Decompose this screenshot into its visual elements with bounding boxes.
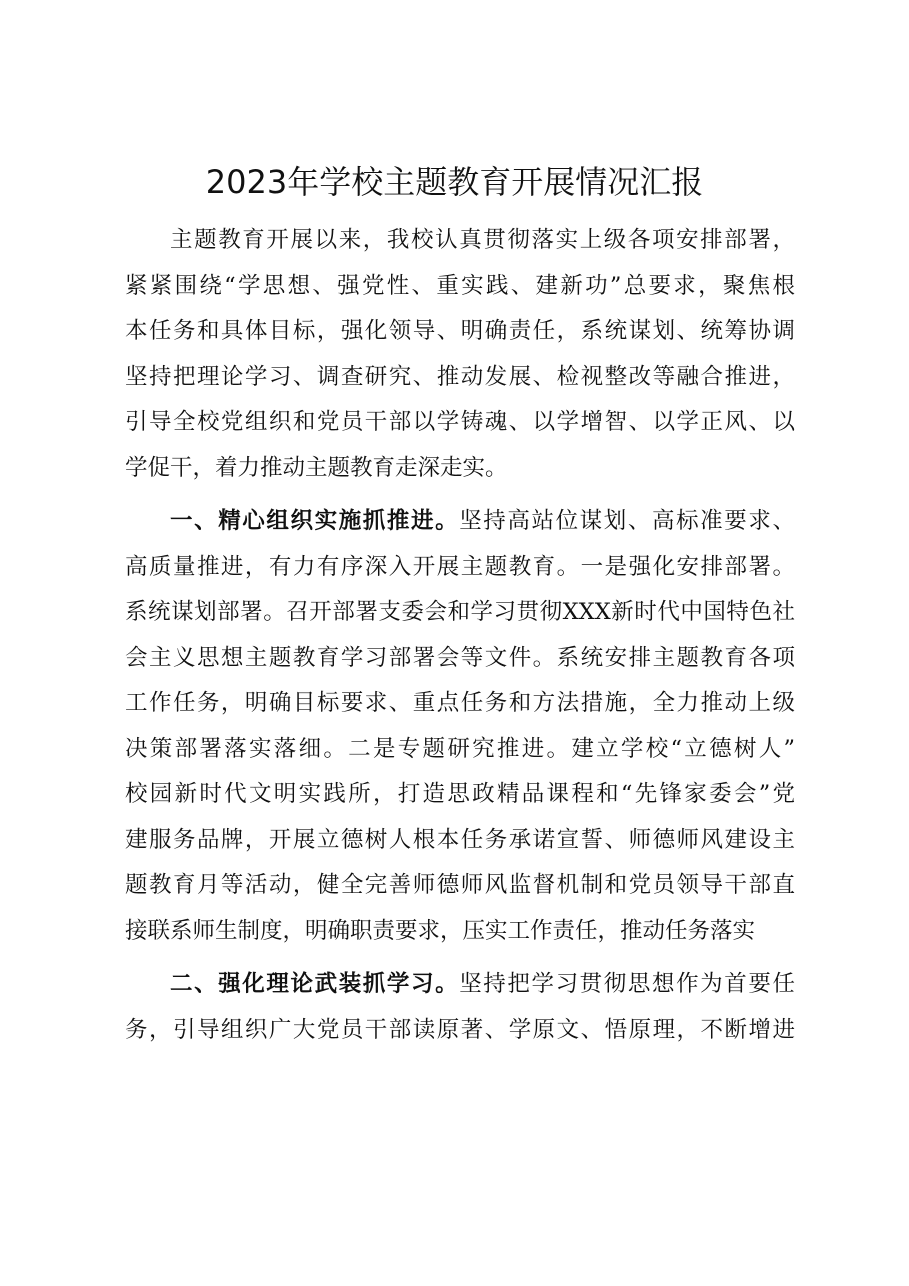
- text-line: 坚持把理论学习、调查研究、推动发展、检视整改等融合推进，: [125, 363, 795, 390]
- heading-rest: 坚持高站位谋划、高标准要求、: [459, 508, 795, 534]
- text-line: [125, 962, 795, 1008]
- text-line: [125, 499, 795, 545]
- text-line: 校园新时代文明实践所，打造思政精品课程和“先锋家委会”党: [125, 781, 795, 807]
- document-title: 2023年学校主题教育开展情况汇报: [205, 163, 704, 201]
- text-line: 建服务品牌，开展立德树人根本任务承诺宣誓、师德师风建设主: [125, 826, 795, 853]
- text-line: 学促干，着力推动主题教育走深走实。: [125, 454, 508, 481]
- text-line: 紧紧围绕“学思想、强党性、重实践、建新功”总要求，聚焦根: [125, 272, 795, 299]
- section-heading: 一、精心组织实施抓推进。: [170, 508, 460, 534]
- paragraph-gap: [125, 491, 795, 499]
- section-heading: 二、强化理论武装抓学习。: [170, 971, 460, 997]
- text-line: 本任务和具体目标，强化领导、明确责任，系统谋划、统筹协调: [125, 318, 795, 344]
- text-line: 接联系师生制度，明确职责要求，压实工作责任，推动任务落实: [125, 917, 756, 944]
- text-line: 引导全校党组织和党员干部以学铸魂、以学增智、以学正风、以: [125, 409, 795, 435]
- heading-rest: 坚持把学习贯彻思想作为首要任: [459, 971, 795, 997]
- text-line: 系统谋划部署。召开部署支委会和学习贯彻XXX新时代中国特色社: [125, 599, 795, 625]
- text-line: 题教育月等活动，健全完善师德师风监督机制和党员领导干部直: [125, 872, 795, 898]
- paragraph-intro: [125, 218, 795, 491]
- paragraph-section-1: [125, 499, 795, 954]
- paragraph-gap: [125, 954, 795, 962]
- text-line: 决策部署落实落细。二是专题研究推进。建立学校“立德树人”: [125, 735, 795, 762]
- paragraph-section-2: [125, 962, 795, 1053]
- text-line: 主题教育开展以来，我校认真贯彻落实上级各项安排部署，: [170, 227, 795, 253]
- text-line: 高质量推进，有力有序深入开展主题教育。一是强化安排部署。: [125, 553, 795, 580]
- text-line: 工作任务，明确目标要求、重点任务和方法措施，全力推动上级: [125, 690, 795, 716]
- text-line: 务，引导组织广大党员干部读原著、学原文、悟原理，不断增进: [125, 1016, 795, 1043]
- text-line: 会主义思想主题教育学习部署会等文件。系统安排主题教育各项: [125, 644, 795, 671]
- document-body: [125, 218, 795, 1053]
